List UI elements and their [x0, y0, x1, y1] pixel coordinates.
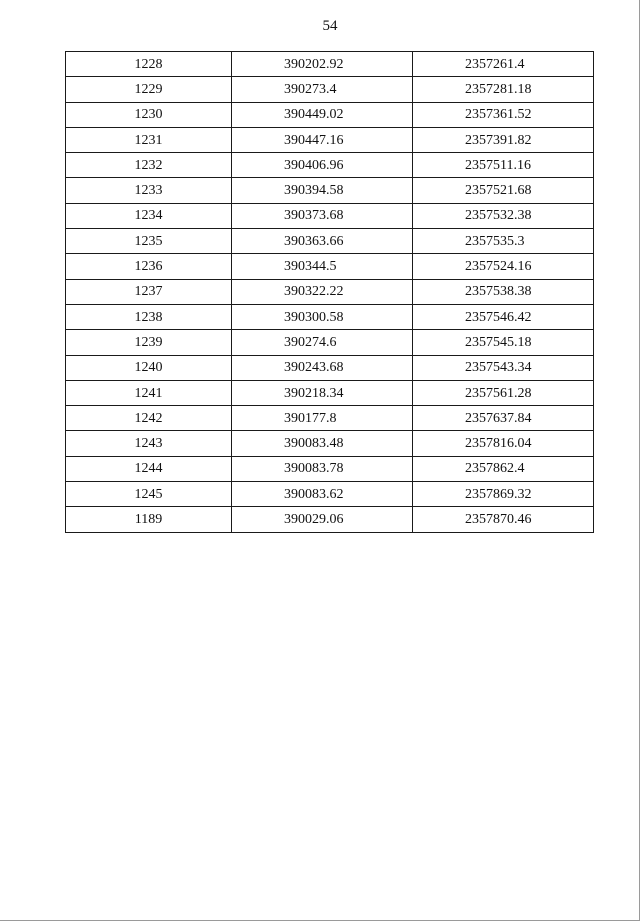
y-coordinate-cell: 2357870.46 [413, 507, 594, 532]
table-row [66, 482, 594, 507]
point-number-cell: 1228 [66, 52, 232, 77]
table-row [66, 254, 594, 279]
point-number-cell: 1234 [66, 203, 232, 228]
y-coordinate-cell: 2357391.82 [413, 127, 594, 152]
y-coordinate-cell: 2357545.18 [413, 330, 594, 355]
point-number-cell: 1242 [66, 406, 232, 431]
x-coordinate-cell: 390274.6 [232, 330, 413, 355]
table-row [66, 102, 594, 127]
point-number-cell: 1189 [66, 507, 232, 532]
table-row [66, 406, 594, 431]
point-number-cell: 1244 [66, 456, 232, 481]
y-coordinate-cell: 2357862.4 [413, 456, 594, 481]
point-number-cell: 1231 [66, 127, 232, 152]
point-number-cell: 1235 [66, 229, 232, 254]
point-number-cell: 1232 [66, 153, 232, 178]
x-coordinate-cell: 390373.68 [232, 203, 413, 228]
point-number-cell: 1245 [66, 482, 232, 507]
y-coordinate-cell: 2357546.42 [413, 304, 594, 329]
x-coordinate-cell: 390083.62 [232, 482, 413, 507]
point-number-cell: 1230 [66, 102, 232, 127]
point-number-cell: 1237 [66, 279, 232, 304]
x-coordinate-cell: 390300.58 [232, 304, 413, 329]
x-coordinate-cell: 390344.5 [232, 254, 413, 279]
x-coordinate-cell: 390406.96 [232, 153, 413, 178]
y-coordinate-cell: 2357561.28 [413, 380, 594, 405]
y-coordinate-cell: 2357637.84 [413, 406, 594, 431]
x-coordinate-cell: 390083.78 [232, 456, 413, 481]
y-coordinate-cell: 2357532.38 [413, 203, 594, 228]
coordinates-table [65, 51, 594, 533]
x-coordinate-cell: 390449.02 [232, 102, 413, 127]
point-number-cell: 1229 [66, 77, 232, 102]
point-number-cell: 1243 [66, 431, 232, 456]
table-row [66, 507, 594, 532]
x-coordinate-cell: 390363.66 [232, 229, 413, 254]
point-number-cell: 1233 [66, 178, 232, 203]
table-row [66, 279, 594, 304]
y-coordinate-cell: 2357261.4 [413, 52, 594, 77]
x-coordinate-cell: 390394.58 [232, 178, 413, 203]
y-coordinate-cell: 2357816.04 [413, 431, 594, 456]
x-coordinate-cell: 390029.06 [232, 507, 413, 532]
table-row [66, 456, 594, 481]
point-number-cell: 1241 [66, 380, 232, 405]
y-coordinate-cell: 2357511.16 [413, 153, 594, 178]
y-coordinate-cell: 2357869.32 [413, 482, 594, 507]
x-coordinate-cell: 390273.4 [232, 77, 413, 102]
x-coordinate-cell: 390243.68 [232, 355, 413, 380]
table-row [66, 178, 594, 203]
x-coordinate-cell: 390447.16 [232, 127, 413, 152]
x-coordinate-cell: 390202.92 [232, 52, 413, 77]
table-row [66, 431, 594, 456]
table-row [66, 304, 594, 329]
table-row [66, 229, 594, 254]
x-coordinate-cell: 390177.8 [232, 406, 413, 431]
x-coordinate-cell: 390322.22 [232, 279, 413, 304]
y-coordinate-cell: 2357535.3 [413, 229, 594, 254]
page-number: 54 [322, 18, 338, 34]
table-row [66, 52, 594, 77]
table-row [66, 330, 594, 355]
y-coordinate-cell: 2357521.68 [413, 178, 594, 203]
coordinates-table-body [66, 52, 594, 533]
y-coordinate-cell: 2357538.38 [413, 279, 594, 304]
y-coordinate-cell: 2357361.52 [413, 102, 594, 127]
point-number-cell: 1239 [66, 330, 232, 355]
point-number-cell: 1236 [66, 254, 232, 279]
table-row [66, 127, 594, 152]
y-coordinate-cell: 2357543.34 [413, 355, 594, 380]
table-row [66, 77, 594, 102]
y-coordinate-cell: 2357281.18 [413, 77, 594, 102]
table-row [66, 203, 594, 228]
table-row [66, 355, 594, 380]
table-row [66, 380, 594, 405]
table-row [66, 153, 594, 178]
point-number-cell: 1240 [66, 355, 232, 380]
x-coordinate-cell: 390218.34 [232, 380, 413, 405]
point-number-cell: 1238 [66, 304, 232, 329]
y-coordinate-cell: 2357524.16 [413, 254, 594, 279]
x-coordinate-cell: 390083.48 [232, 431, 413, 456]
